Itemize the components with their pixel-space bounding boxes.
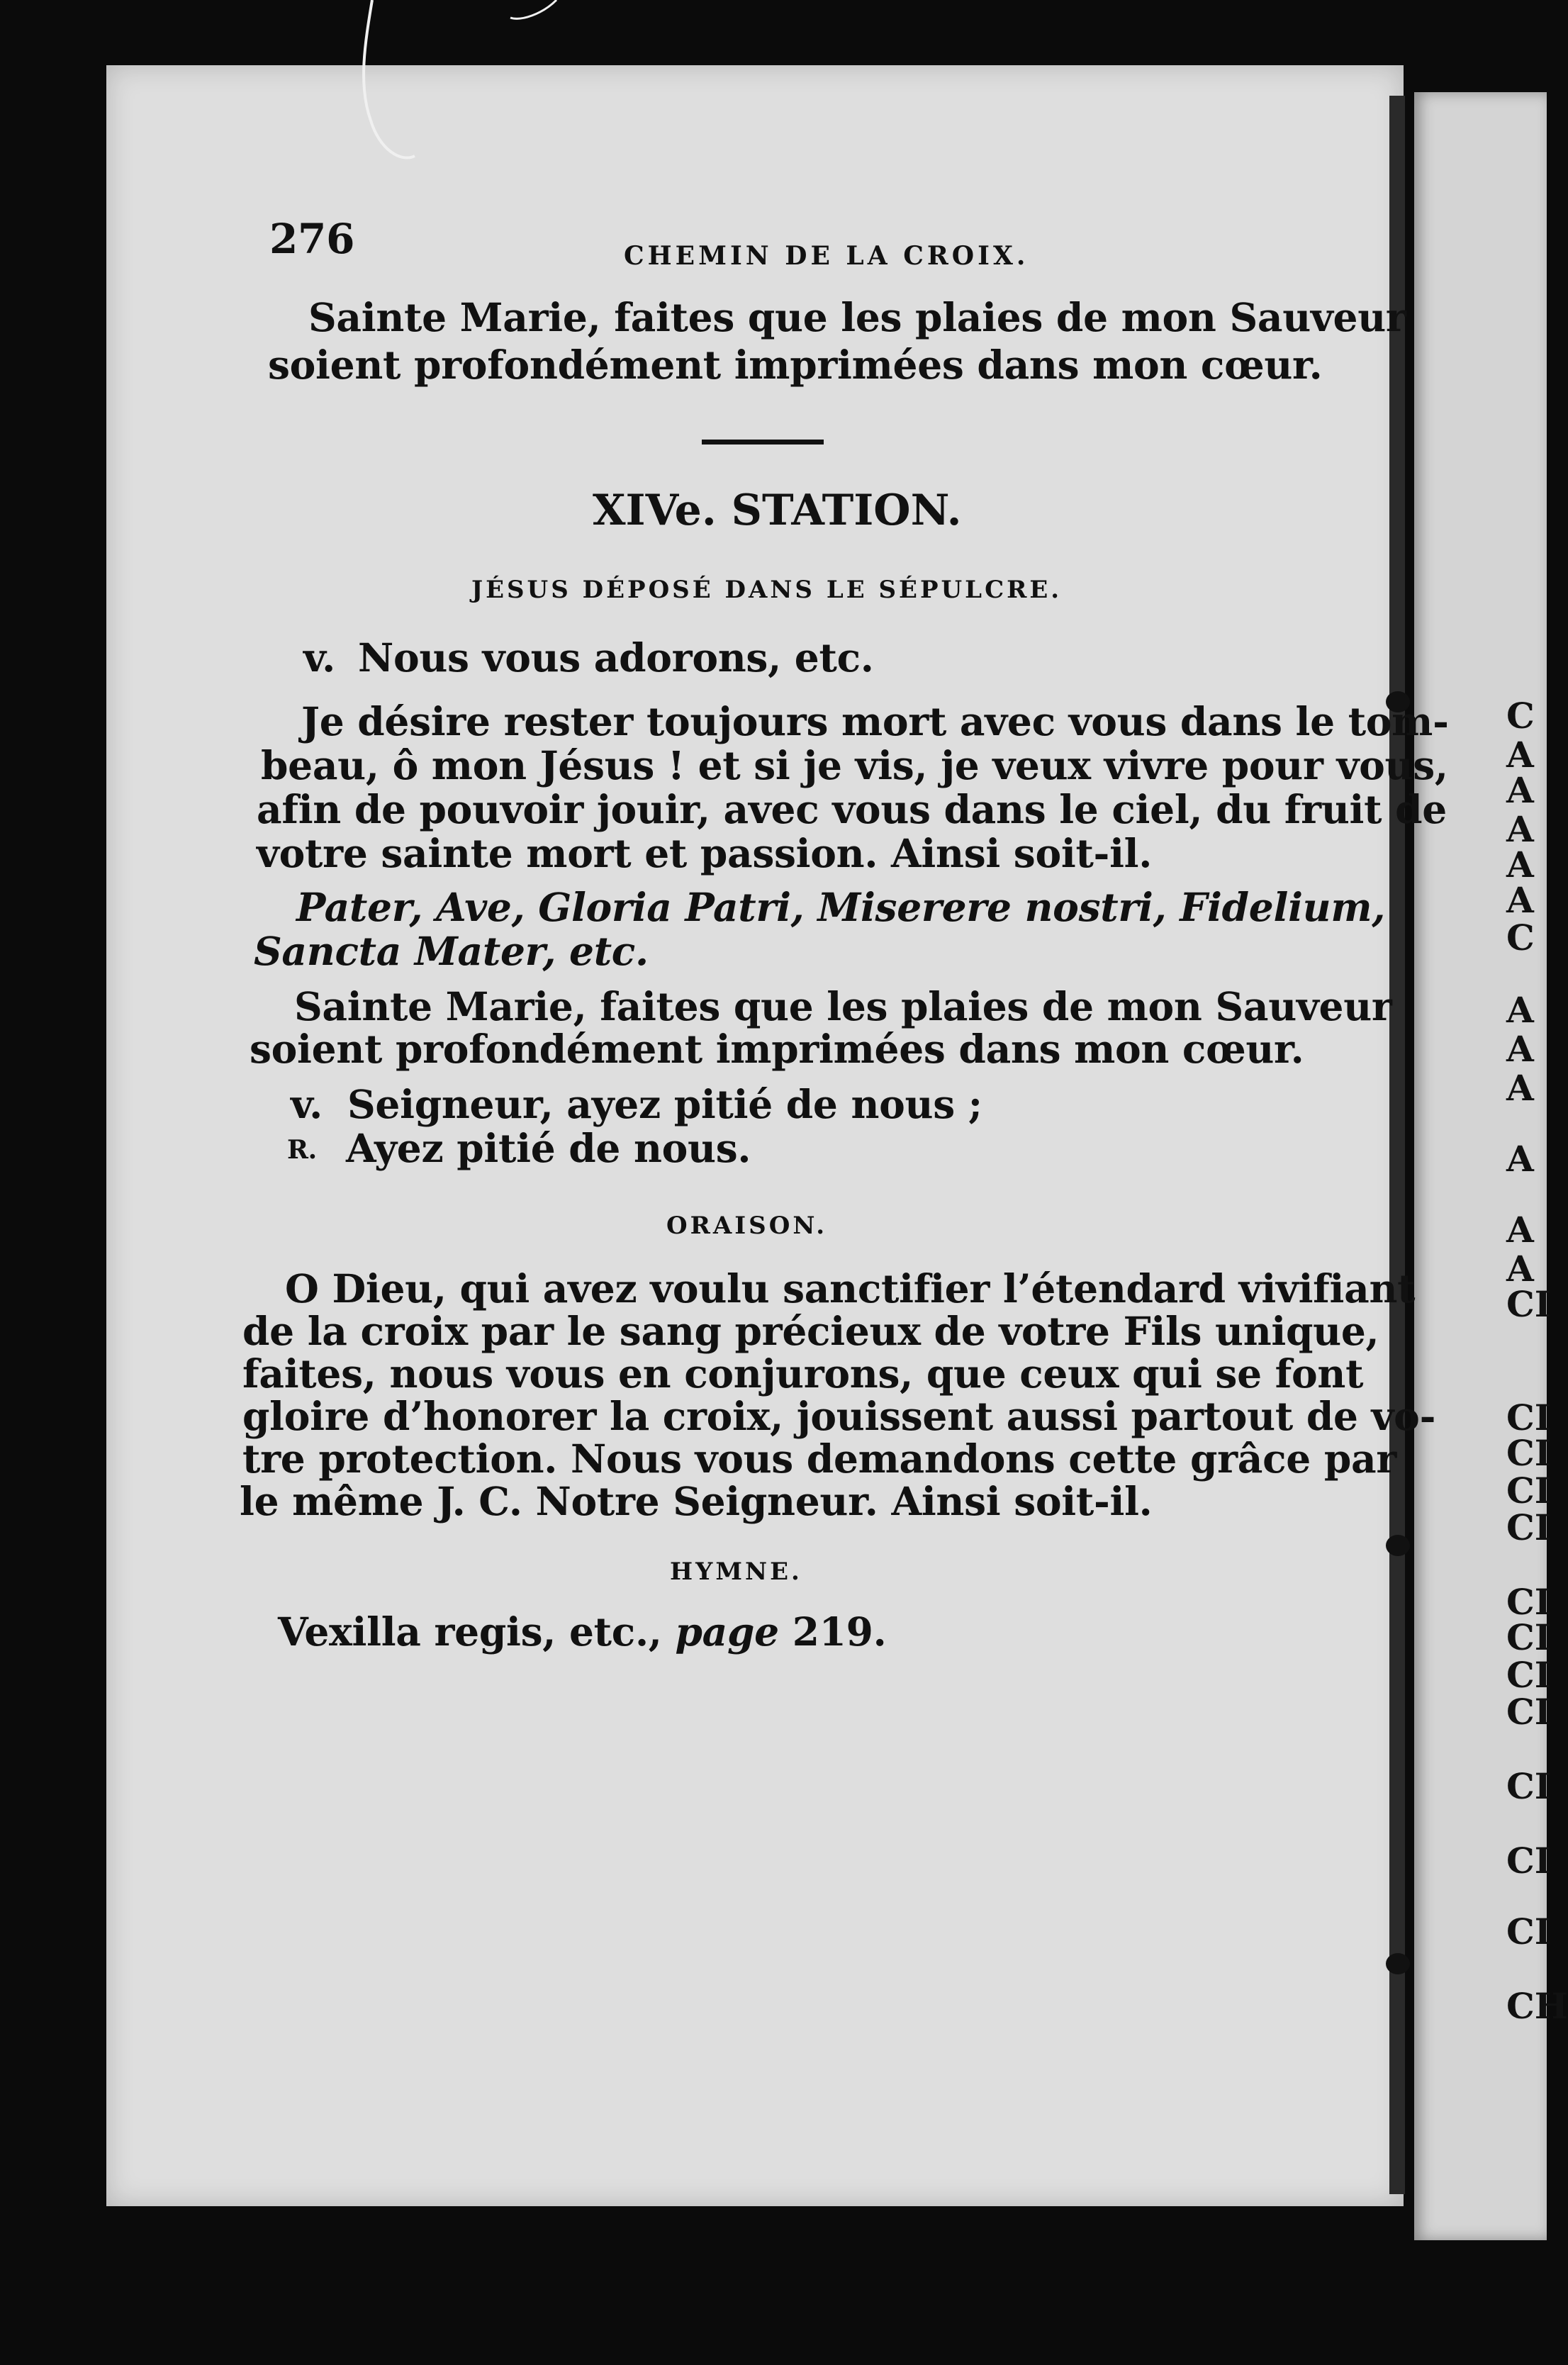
section-divider [702,440,824,445]
text-line: votre sainte mort et passion. Ainsi soit-il. [257,830,1153,876]
versicle-text: Nous vous adorons, etc. [358,634,874,681]
fragment: A [1506,1028,1534,1070]
fragment: CI [1506,1765,1552,1807]
text-line: tre protection. Nous vous demandons cette grâce par [242,1436,1397,1482]
fragment: A [1506,1138,1534,1180]
fragment: CI [1506,1840,1552,1882]
fragment: CI [1506,1654,1552,1696]
fragment: CI [1506,1616,1552,1658]
fragment: CI [1506,1581,1552,1623]
fragment: A [1506,1209,1534,1251]
fragment: A [1506,734,1534,776]
text-line: Sainte Marie, faites que les plaies de mon Sauveur [294,983,1392,1029]
hymne-page-label: page [675,1609,779,1655]
fragment: A [1506,989,1534,1031]
fragment: CI [1506,1283,1552,1325]
fragment: C [1506,917,1535,958]
fragment: CI [1506,1397,1552,1438]
text-line: Je désire rester toujours mort avec vous dans le tom- [301,698,1449,744]
hymne-text: Vexilla regis, etc., [278,1609,676,1655]
page-binding [1389,96,1405,2194]
text-line: soient profondément imprimées dans mon cœur. [250,1026,1304,1072]
text-line: soient profondément imprimées dans mon cœur. [268,342,1323,388]
binding-clip-icon [1386,1535,1410,1556]
running-title: CHEMIN DE LA CROIX. [624,241,1029,271]
fragment: A [1506,769,1534,811]
text-line: Pater, Ave, Gloria Patri, Miserere nostri, Fidelium, [296,884,1386,930]
text-line: O Dieu, qui avez voulu sanctifier l’étendard vivifiant [285,1265,1416,1312]
response-mark: R. [287,1135,317,1165]
binding-clip-icon [1386,1953,1410,1974]
hymne-heading: HYMNE. [670,1558,802,1586]
hair-curl-icon [358,0,571,213]
page-number: 276 [269,215,355,263]
fragment: A [1506,879,1534,921]
fragment: A [1506,1067,1534,1109]
oraison-heading: ORAISON. [666,1212,828,1240]
text-line: beau, ô mon Jésus ! et si je vis, je veux vivre pour vous, [261,742,1448,788]
hymne-reference [278,1609,887,1655]
fragment: CI [1506,1911,1552,1952]
response-text: Ayez pitié de nous. [346,1125,751,1171]
fragment: C [1506,695,1535,737]
fragment: CI [1506,1432,1552,1474]
fragment: CI [1506,1691,1552,1733]
fragment: CI [1506,1470,1552,1511]
text-line: faites, nous vous en conjurons, que ceux qui se font [242,1351,1364,1397]
hymne-page-number: 219. [778,1609,887,1655]
fragment: A [1506,808,1534,850]
versicle-mark: v. [291,1081,323,1127]
fragment: A [1506,844,1534,885]
text-line: Sainte Marie, faites que les plaies de mon Sauveur [308,294,1406,340]
fragment: CH [1506,1985,1568,2027]
station-subtitle: JÉSUS DÉPOSÉ DANS LE SÉPULCRE. [471,576,1063,604]
station-title: XIVe. STATION. [593,486,962,535]
fragment: A [1506,1248,1534,1290]
text-line: Sancta Mater, etc. [254,928,649,974]
fragment: CI [1506,1506,1552,1548]
text-line: afin de pouvoir jouir, avec vous dans le ciel, du fruit de [257,786,1447,832]
versicle-text: Seigneur, ayez pitié de nous ; [347,1081,982,1127]
versicle-mark: v. [303,634,335,681]
text-line: de la croix par le sang précieux de votre Fils unique, [242,1308,1379,1354]
text-line: gloire d’honorer la croix, jouissent aussi partout de vo- [242,1393,1436,1439]
text-line: le même J. C. Notre Seigneur. Ainsi soit-il. [240,1478,1153,1524]
